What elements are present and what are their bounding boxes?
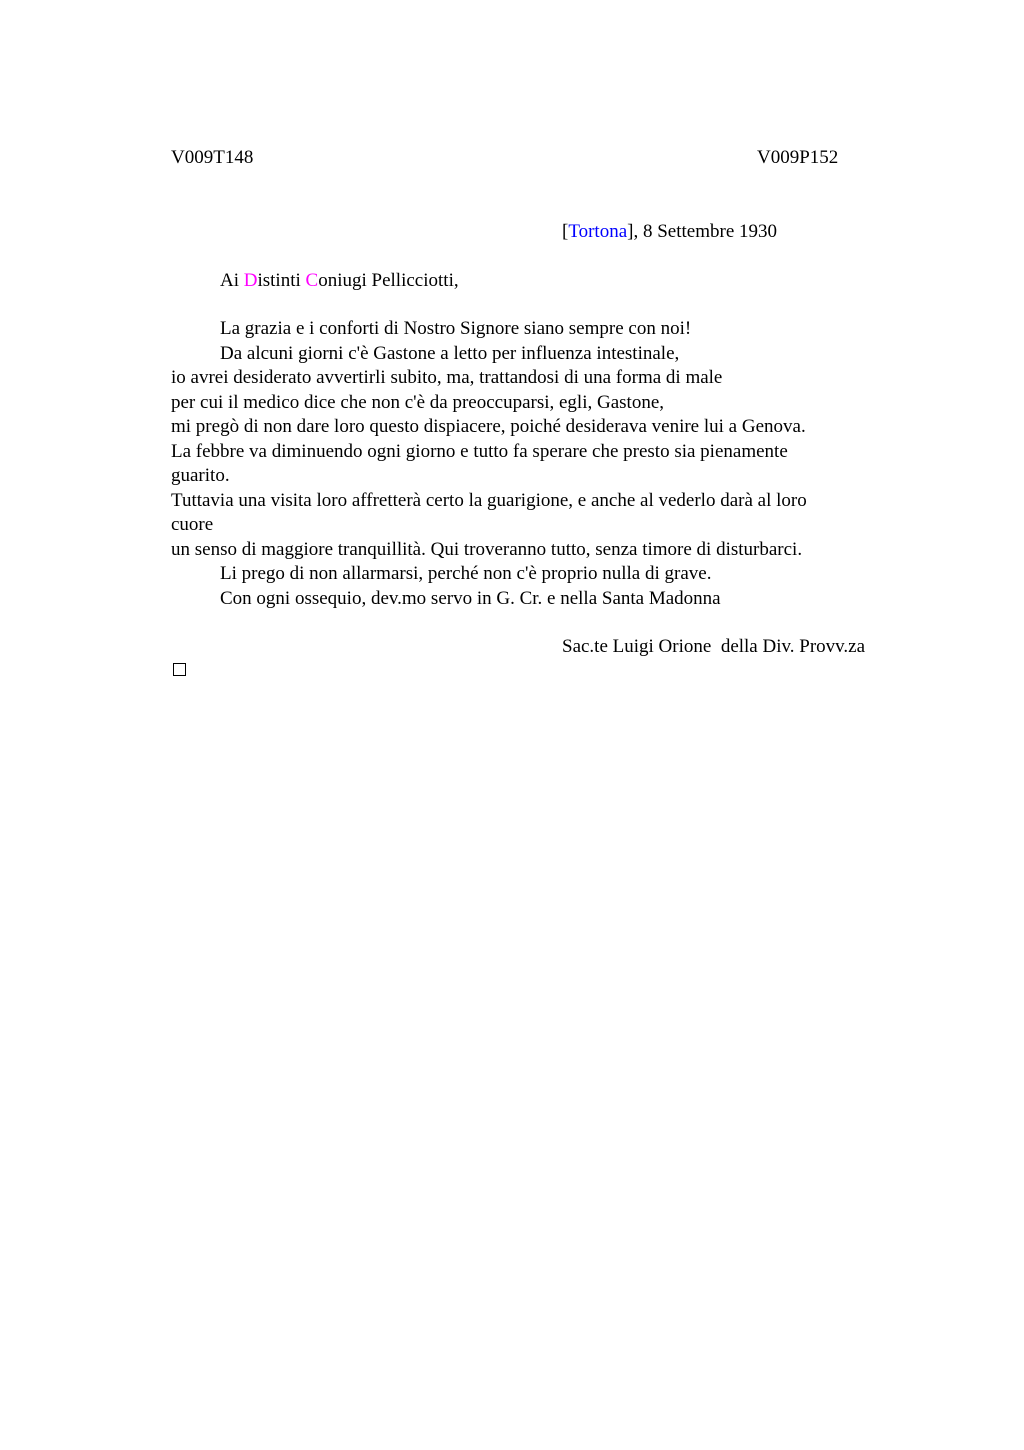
salutation-word-coniugi: oniugi Pellicciotti,: [318, 270, 459, 291]
dateline-open-bracket: [: [562, 221, 569, 242]
signature: Sac.te Luigi Orione della Div. Provv.za: [562, 636, 866, 657]
salutation: [220, 269, 459, 293]
body-line: Da alcuni giorni c'è Gastone a letto per influenza intestinale,: [220, 343, 680, 364]
body-line: Tuttavia una visita loro affretterà certo la guarigione, e anche al vederlo darà al loro: [171, 490, 807, 511]
body-line: mi pregò di non dare loro questo dispiacere, poiché desiderava venire lui a Genova.: [171, 416, 806, 437]
body-line: io avrei desiderato avvertirli subito, ma, trattandosi di una forma di male: [171, 367, 723, 388]
dateline: [562, 220, 777, 244]
body-line: La grazia e i conforti di Nostro Signore siano sempre con noi!: [220, 318, 692, 339]
salutation-initial-d: D: [243, 270, 258, 291]
body-line: La febbre va diminuendo ogni giorno e tutto fa sperare che presto sia pienamente: [171, 441, 788, 462]
dateline-place: Tortona: [568, 221, 628, 242]
salutation-initial-c: C: [305, 270, 319, 291]
body-line: cuore: [171, 514, 214, 535]
body-line: Con ogni ossequio, dev.mo servo in G. Cr. e nella Santa Madonna: [220, 588, 721, 609]
body-line: per cui il medico dice che non c'è da preoccuparsi, egli, Gastone,: [171, 392, 664, 413]
body-line: Li prego di non allarmarsi, perché non c'è proprio nulla di grave.: [220, 563, 712, 584]
document-code-left: V009T148: [171, 147, 254, 168]
empty-square-icon: [173, 663, 186, 676]
body-line: guarito.: [171, 465, 230, 486]
dateline-date: ], 8 Settembre 1930: [627, 221, 778, 242]
body-line: un senso di maggiore tranquillità. Qui troveranno tutto, senza timore di disturbarci.: [171, 539, 803, 560]
document-code-right: V009P152: [757, 147, 839, 168]
salutation-word-distinti: istinti: [257, 270, 306, 291]
salutation-prefix: Ai: [220, 270, 244, 291]
